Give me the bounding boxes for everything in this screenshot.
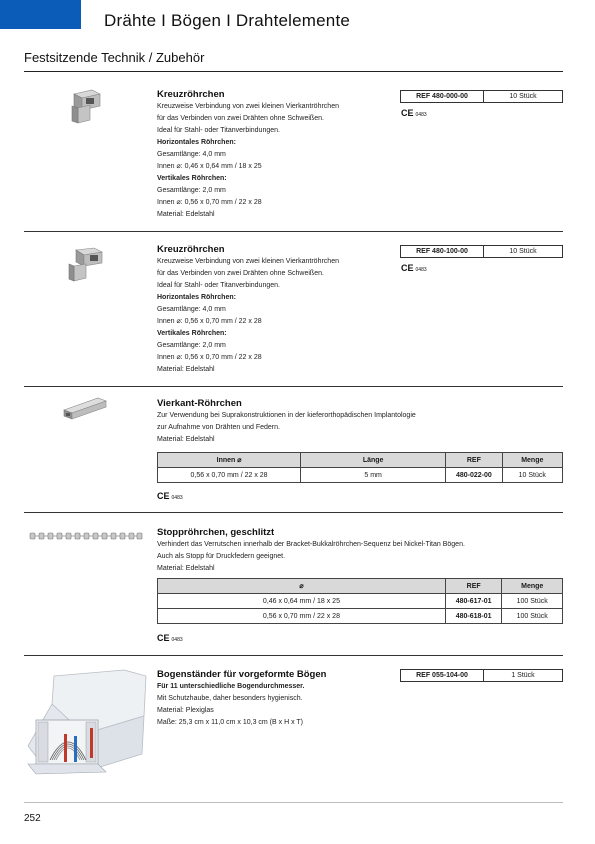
table-row: 0,46 x 0,64 mm / 18 x 25 480-617-01 100 Stück <box>158 594 563 609</box>
ref-box <box>400 669 563 682</box>
page-number: 252 <box>24 813 41 824</box>
table-header: ⌀ <box>158 579 446 594</box>
section-divider <box>24 655 563 656</box>
quantity: 1 Stück <box>511 672 535 679</box>
cross-tube-image <box>60 86 110 130</box>
product-title: Kreuzröhrchen <box>157 89 225 100</box>
product-title: Stoppröhrchen, geschlitzt <box>157 527 275 538</box>
ref-number: REF 480-000-00 <box>401 91 484 102</box>
ref-number: REF 055-104-00 <box>401 670 484 681</box>
section-divider <box>24 386 563 387</box>
table-header: REF <box>446 453 502 468</box>
product-description: Zur Verwendung bei Suprakonstruktionen in der kieferorthopädischen Implantologie zur Aufnahme von Drähten und Federn. Material: Edelstahl <box>157 412 416 443</box>
ce-mark: CE 0483 <box>401 263 427 273</box>
footer-divider <box>24 802 563 803</box>
ce-mark: CE 0483 <box>157 633 183 643</box>
cross-tube-image <box>60 244 110 288</box>
header-divider <box>24 71 563 72</box>
arch-stand-image <box>24 664 148 784</box>
spec-table <box>157 578 563 624</box>
chapter-title: Drähte I Bögen I Drahtelemente <box>104 11 351 30</box>
quantity: 10 Stück <box>509 93 537 100</box>
product-description: Kreuzweise Verbindung von zwei kleinen Vierkantröhrchen für das Verbinden von zwei Drähten ohne Schweißen. Ideal für Stahl- oder Titanverbindungen. Horizontales Röhrchen: Gesamtlänge: 4,0 mm Innen ⌀: 0,46 x 0,64 mm / 18 x 25 Vertikales Röhrchen: Gesamtlänge: 2,0 mm Innen ⌀: 0,56 x 0,70 mm / 22 x 28 Material: Edelstahl <box>157 103 339 218</box>
product-description: Für 11 unterschiedliche Bogendurchmesser. Mit Schutzhaube, daher besonders hygienisch. Material: Plexiglas Maße: 25,3 cm x 11,0 cm x 10,3 cm (B x H x T) <box>157 683 305 726</box>
ce-mark: CE 0483 <box>157 491 183 501</box>
table-header: REF <box>445 579 502 594</box>
ref-number: REF 480-100-00 <box>401 246 484 257</box>
spec-table <box>157 452 563 483</box>
table-header: Menge <box>502 579 563 594</box>
table-row: 0,56 x 0,70 mm / 22 x 28 5 mm 480-022-00 10 Stück <box>158 468 563 483</box>
section-divider <box>24 512 563 513</box>
product-title: Kreuzröhrchen <box>157 244 225 255</box>
section-title: Festsitzende Technik / Zubehör <box>24 50 205 65</box>
table-header: Menge <box>502 453 562 468</box>
table-row: 0,56 x 0,70 mm / 22 x 28 480-618-01 100 Stück <box>158 609 563 624</box>
quantity: 10 Stück <box>509 248 537 255</box>
product-description: Verhindert das Verrutschen innerhalb der Bracket-Bukkalröhrchen-Sequenz bei Nickel-Titan Bögen. Auch als Stopp für Druckfedern geeignet. Material: Edelstahl <box>157 541 465 572</box>
ref-box <box>400 90 563 103</box>
product-title: Vierkant-Röhrchen <box>157 398 242 409</box>
table-header: Innen ⌀ <box>158 453 301 468</box>
ref-box <box>400 245 563 258</box>
stop-tube-strip-image <box>28 528 144 544</box>
table-header: Länge <box>301 453 446 468</box>
ce-mark: CE 0483 <box>401 108 427 118</box>
chapter-color-tab <box>0 0 81 29</box>
product-title: Bogenständer für vorgeformte Bögen <box>157 669 327 680</box>
product-description: Kreuzweise Verbindung von zwei kleinen Vierkantröhrchen für das Verbinden von zwei Drähten ohne Schweißen. Ideal für Stahl- oder Titanverbindungen. Horizontales Röhrchen: Gesamtlänge: 4,0 mm Innen ⌀: 0,56 x 0,70 mm / 22 x 28 Vertikales Röhrchen: Gesamtlänge: 2,0 mm Innen ⌀: 0,56 x 0,70 mm / 22 x 28 Material: Edelstahl <box>157 258 339 373</box>
section-divider <box>24 231 563 232</box>
square-tube-image <box>60 394 110 422</box>
